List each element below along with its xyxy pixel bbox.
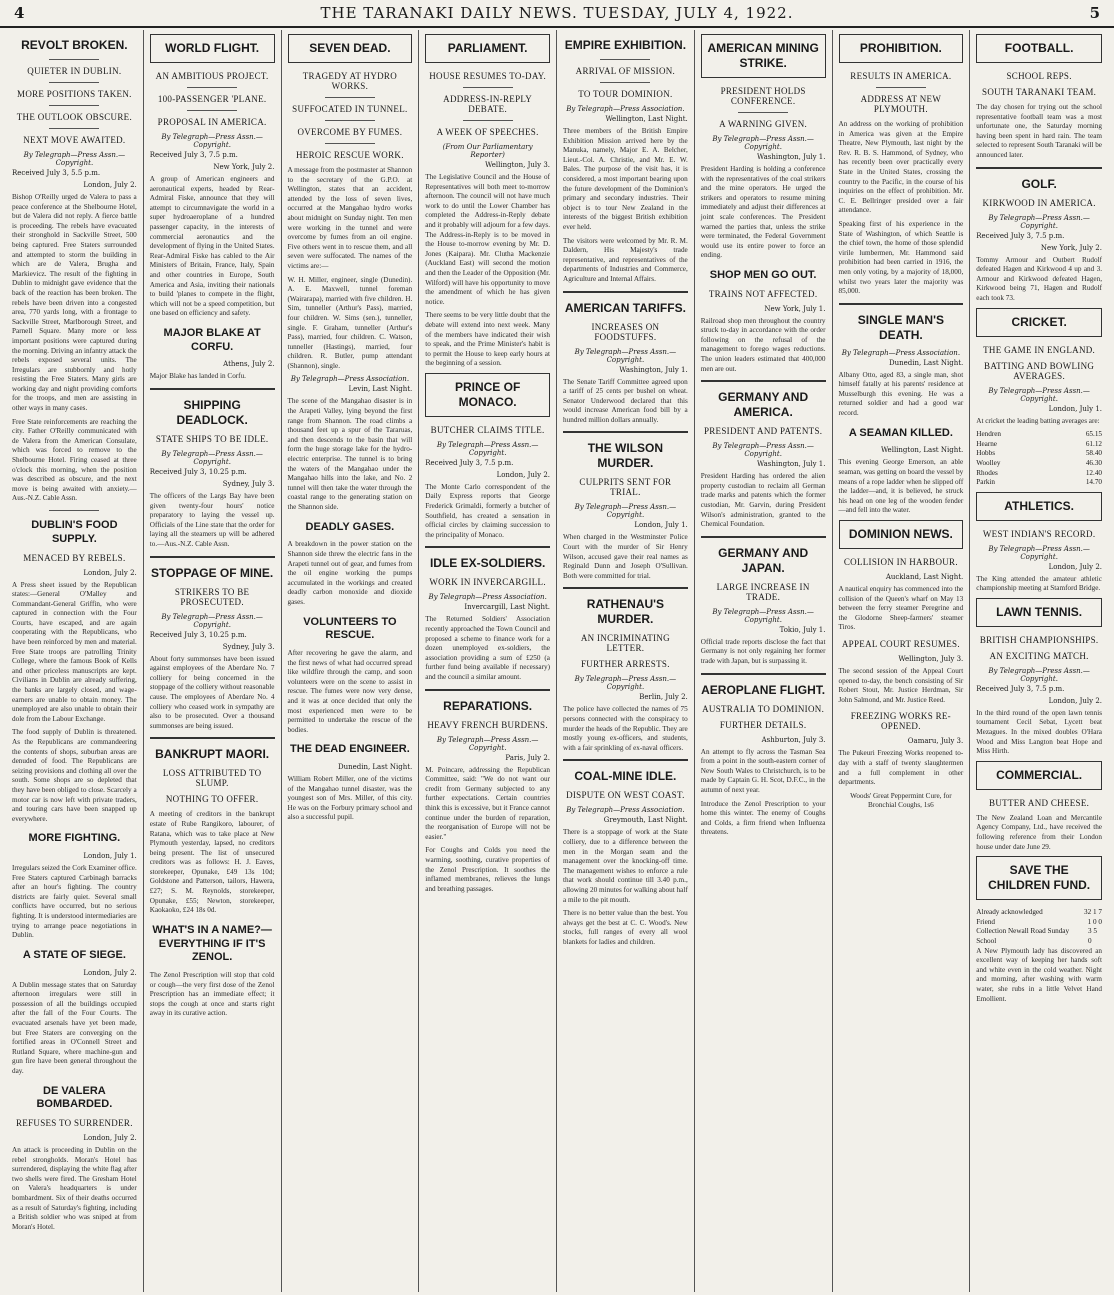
- byline: By Telegraph—Press Association.: [841, 348, 961, 357]
- article-body: Speaking first of his experience in the State of Washington, of which Seattle is the chief town, the home of those splendid virile lumbermen, Mr. Hammond said prohibition had been carried in 1916, the men only voting, by a majority of 18,000, whilst two years later the majority was 85,000.: [838, 219, 964, 296]
- headline-box: [150, 34, 275, 63]
- article-body: Railroad shop men throughout the country struck to-day in accordance with the order following on the refusal of the management to forego wages reductions. The union leaders estimated that 400,000 men are out.: [700, 316, 826, 373]
- subhead: FURTHER ARRESTS.: [580, 659, 670, 670]
- dateline: London, July 2.: [83, 568, 137, 577]
- article-body: The food supply of Dublin is threatened. As the Republicans are commandeering the contents of shops, suburban areas are denuded of food. The Republicans are seizing provisions and clothing all over the south. Some shops are so depleted that they have been obliged to close. Scarcely a motor car is now left with private traders, and touring cars have been snapped up everywhere.: [12, 728, 137, 823]
- article-body: When charged in the Westminster Police Court with the murder of Sir Henry Wilson, accused gave their real names as Reginald Dunn and Joseph O'Sullivan. Both were committed for trial.: [563, 533, 688, 580]
- dateline: Wellington, Last Night.: [605, 115, 688, 123]
- subhead: PRESIDENT HOLDS CONFERENCE.: [720, 86, 806, 106]
- headline: AEROPLANE FLIGHT.: [701, 682, 826, 697]
- headline-box: [976, 598, 1102, 627]
- subhead: THE GAME IN ENGLAND.: [983, 344, 1096, 355]
- article-body: The King attended the amateur athletic championship meeting at Stamford Bridge.: [976, 574, 1102, 593]
- byline: By Telegraph—Press Assn.—Copyright.: [161, 133, 263, 149]
- subhead: QUIETER IN DUBLIN.: [27, 66, 122, 76]
- subhead: AN EXCITING MATCH.: [989, 650, 1089, 661]
- headline: GERMANY AND AMERICA.: [718, 390, 809, 420]
- headline-box: [839, 520, 964, 549]
- headline: A STATE OF SIEGE.: [22, 948, 126, 961]
- headline: RATHENAU'S MURDER.: [586, 597, 665, 627]
- article-body: The police have collected the names of 75 persons connected with the conspiracy to murder the heads of the Republic. They are mostly young ex-officers, and students, with a fair sprinkling of ex-naval officers.: [563, 705, 688, 752]
- column-7: [833, 30, 971, 1292]
- article-body: Free State reinforcements are reaching the city. Father O'Reilly communicated with de Valera from the American Consulate, which was forced to remove to the Shelbourne Hotel. Firing ceased at three o'clock this morning, when the position was described as obscure, and the next move is being awaited with anxiety.—Aus.-N.Z. Cable Assn.: [12, 417, 137, 503]
- article-body: A breakdown in the power station on the Shannon side threw the electric fans in the Arapeti tunnel out of gear, and fumes from the oil engine working the pumps accumulated in the workings and created deadly carbon monoxide and dioxide gases.: [287, 540, 413, 606]
- headline-box: [425, 34, 550, 63]
- subhead: OVERCOME BY FUMES.: [297, 127, 403, 137]
- byline: By Telegraph—Press Assn.—Copyright.: [712, 135, 814, 151]
- dateline: Paris, July 2.: [505, 753, 550, 762]
- masthead: [0, 0, 1114, 28]
- subhead: A WEEK OF SPEECHES.: [436, 127, 539, 137]
- dateline: Wellington, July 3.: [485, 161, 550, 169]
- dateline: New York, July 2.: [1040, 243, 1102, 252]
- byline: By Telegraph—Press Association.: [566, 105, 685, 113]
- subhead: A WARNING GIVEN.: [719, 119, 808, 129]
- subhead: NEXT MOVE AWAITED.: [23, 135, 126, 145]
- headline-box: [425, 373, 550, 417]
- column-5: [557, 30, 695, 1292]
- article-body: A Dublin message states that on Saturday afternoon irregulars were still in possession of all the buildings occupied after the fall of the Four Courts. The evacuated arsenals have yet been made, but Free Staters are converging on the fortified areas in O'Connell Street and Rutland Square, where machine-gun and gun fire have been general throughout the day.: [12, 980, 137, 1075]
- headline-box: [839, 34, 964, 63]
- fund-row: Already acknowledged 32 1 7: [976, 908, 1102, 917]
- subhead: INCREASES ON FOODSTUFFS.: [591, 321, 660, 342]
- article-body: The Zenol Prescription will stop that cold or cough—the very first dose of the Zenol Prescription has an immediate effect; it stops the cough at once and starts right away in its curative action.: [149, 971, 275, 1018]
- received-line: Received July 3, 7.5 p.m.: [976, 231, 1065, 240]
- subhead: AN AMBITIOUS PROJECT.: [155, 71, 269, 81]
- article-body: President Harding has ordered the alien property custodian to reclaim all German trade marks and patents which the former custodian, Mr. Garvin, during President Wilson's administration, granted to the Chemical Foundation.: [700, 472, 826, 529]
- headline: MAJOR BLAKE AT CORFU.: [163, 326, 261, 353]
- headline-revolt-broken: REVOLT BROKEN.: [21, 38, 128, 52]
- headline-box: [976, 34, 1102, 63]
- subhead: HOUSE RESUMES TO-DAY.: [429, 71, 546, 81]
- byline: By Telegraph—Press Assn.—Copyright.: [161, 450, 263, 466]
- article-body: The Returned Soldiers' Association recently approached the Town Council and proposed a scheme to finance work for a dozen unemployed ex-soldiers, the association providing a sum of £250 (a further fund being available if necessary) and the council a similar amount.: [425, 615, 550, 681]
- dateline: Auckland, Last Night.: [885, 572, 964, 581]
- byline: By Telegraph—Press Assn.—Copyright.: [436, 440, 539, 457]
- article-body: President Harding is holding a conference with the representatives of the coal strikers and the mine operators. He urged the strikers and operators to resume mining immediately and adjust their differences at joint scale conferences. The President warned the parties that, unless the strike were terminated, the Federal Government would use its entire power to force an ending.: [700, 165, 826, 260]
- advertisement: Woods' Great Peppermint Cure, for Bronchial Coughs, 1s6: [850, 791, 952, 810]
- headline-save-the-children-fund: SAVE THE CHILDREN FUND.: [988, 863, 1091, 893]
- headline: SHOP MEN GO OUT.: [709, 268, 817, 281]
- subhead: 100-PASSENGER 'PLANE.: [157, 94, 267, 104]
- headline-football: FOOTBALL.: [1004, 41, 1074, 55]
- received-line: Received July 3, 10.25 p.m.: [149, 468, 247, 476]
- subhead: WEST INDIAN'S RECORD.: [982, 528, 1096, 539]
- article-body: The scene of the Mangahao disaster is in the Arapeti Valley, lying beyond the first range from Shannon. The road climbs a thousand feet up a spur of the Tararuas, and then descends to the basin that will form the huge storage lake for the hydro-electric enterprise. The tunnel is to bring the waters of the Mangahao under the Mangahao hills into the lake, and No. 2 tunnel will then take the water through the coastal range to the generating station on the Shannon side.: [287, 397, 413, 511]
- article-body: An attack is proceeding in Dublin on the rebel strongholds. Moran's Hotel has surrendered, displaying the white flag after two shells were fired. The Gresham Hotel on Valera's headquarters is under bombardment. Six of their deaths occurred as a result of Saturday's fighting, including a British soldier who was sniped at from Moran's Hotel.: [12, 1146, 137, 1231]
- headline: GOLF.: [1021, 176, 1057, 191]
- column-8: [970, 30, 1108, 1292]
- article-body: There seems to be very little doubt that the debate will extend into next week. Many of the members have indicated their wish to speak, and the Prime Minister's habit is to permit the House to keep early hours at the beginning of a session.: [425, 311, 550, 368]
- column-1: [6, 30, 144, 1292]
- headline-empire-exhibition: EMPIRE EXHIBITION.: [564, 38, 687, 52]
- subhead: SOUTH TARANAKI TEAM.: [982, 87, 1097, 97]
- column-6: [695, 30, 833, 1292]
- dateline: Tokio, July 1.: [779, 625, 826, 634]
- article-body: The visitors were welcomed by Mr. R. M. Daldern, His Majesty's trade representative, and representatives of the departments of Industries and Commerce, Agriculture and Internal Affairs.: [563, 236, 688, 283]
- headline-prince-of-monaco: PRINCE OF MONACO.: [454, 379, 521, 409]
- subhead: REFUSES TO SURRENDER.: [16, 1118, 133, 1129]
- dateline: Washington, July 1.: [757, 460, 826, 469]
- headline: IDLE EX-SOLDIERS.: [429, 556, 546, 571]
- headline-box: [976, 492, 1102, 521]
- subhead: HEROIC RESCUE WORK.: [295, 150, 404, 160]
- headline: AMERICAN TARIFFS.: [564, 300, 686, 315]
- article-body: The Pukeuri Freezing Works reopened to-day with a staff of twenty slaughtermen and a full complement in other departments.: [838, 749, 964, 787]
- article-body: An address on the working of prohibition in America was given at the Empire Theatre, New Plymouth, last night by the Rev. R. B. S. Hammond, of Sydney, who has recently been over practically every State in the United States, crossing the country to the Pacific, in the course of his inquiries on the effect of prohibition. Mr. C. E. Bellringer presided over a fair attendance.: [838, 120, 964, 215]
- subhead: CULPRITS SENT FOR TRIAL.: [579, 477, 672, 498]
- subhead: SUFFOCATED IN TUNNEL.: [292, 104, 408, 114]
- article-body: The New Zealand Loan and Mercantile Agency Company, Ltd., have received the following reference from their London house under date June 29.: [976, 813, 1102, 851]
- headline: REPARATIONS.: [443, 698, 533, 713]
- subhead: MORE POSITIONS TAKEN.: [17, 89, 132, 99]
- headline-prohibition: PROHIBITION.: [859, 41, 942, 55]
- article-body: About forty summonses have been issued against employees of the Aberdare No. 7 colliery for being concerned in the stoppage of the colliery without reasonable cause. The employees of Aberdare No. 4 colliery who ceased work in sympathy are also to be prosecuted. Over a thousand summonses are being issued.: [149, 654, 275, 730]
- headline: STOPPAGE OF MINE.: [151, 565, 274, 580]
- headline-seven-dead: SEVEN DEAD.: [309, 41, 391, 55]
- headline-american-mining-strike: AMERICAN MINING STRIKE.: [707, 41, 819, 70]
- dateline: Washington, July 1.: [757, 153, 826, 161]
- headline-cricket: CRICKET.: [1011, 314, 1067, 329]
- dateline: Sydney, July 3.: [222, 642, 275, 651]
- article-body: The day chosen for trying out the school representative football team was a most unfortunate one, the Saturday morning having been spent in hard rain. The team selected to represent South Taranaki will be announced later.: [976, 103, 1102, 159]
- subhead: PROPOSAL IN AMERICA.: [157, 117, 267, 127]
- dateline: London, July 1.: [634, 521, 688, 530]
- article-body: The Monte Carlo correspondent of the Daily Express reports that George Frederick Grimaldi, formerly a butcher of Southfield, has created a sensation in official circles by claiming succession to the principality of Monaco.: [425, 482, 550, 539]
- article-body: The officers of the Largs Bay have been given twenty-four hours' notice preparatory to laying the vessel up. Officials of the Line state that the order for laying all the steamers up will be adhered to.—Aus.-N.Z. Cable Assn.: [149, 492, 275, 548]
- dateline: Dunedin, Last Night.: [888, 358, 964, 367]
- article-body: M. Poincare, addressing the Republican Committee, said: "We do not want our credit from Germany subjected to any further expectations. Certain countries think this is excessive, but it France cannot continue under the burden of reparation, the reorganisation of Europe will not be easier.": [425, 765, 550, 841]
- article-body: The second session of the Appeal Court opened to-day, the bench consisting of Sir Robert Stout, Mr. Justice Herdman, Sir John Salmond, and Mr. Justice Reed.: [838, 666, 964, 704]
- subhead: FREEZING WORKS RE-OPENED.: [850, 711, 951, 732]
- subhead: LOSS ATTRIBUTED TO SLUMP.: [162, 768, 262, 789]
- subhead: NOTHING TO OFFER.: [165, 794, 259, 805]
- headline-box: [976, 308, 1102, 337]
- headline-world-flight: WORLD FLIGHT.: [165, 41, 260, 55]
- score-row: Rhodes 12.40: [976, 468, 1102, 477]
- batting-averages: [976, 430, 1102, 488]
- headline: A SEAMAN KILLED.: [848, 426, 953, 439]
- headline: WHAT'S IN A NAME?—EVERYTHING IF IT'S ZENOL.: [152, 923, 272, 964]
- dateline: New York, July 2.: [213, 163, 275, 171]
- advertisement: There is no better value than the best. You always get the best at C. C. Wood's. New stocks, full ranges of every all wool blankets for ladies and children.: [563, 909, 688, 946]
- article-body: This evening George Emerson, an able seaman, was getting on board the vessel by means of a rope ladder when he slipped off the ladder—and, it is believed, he struck his head on one leg of the wooden fender—and fell into the water.: [838, 458, 964, 515]
- subhead: STRIKERS TO BE PROSECUTED.: [174, 586, 250, 607]
- subhead: TO TOUR DOMINION.: [578, 89, 673, 99]
- column-4: [419, 30, 557, 1292]
- article-body: Official trade reports disclose the fact that Germany is not only regaining her former trade with Japan, but is surpassing it.: [700, 637, 826, 665]
- dateline: London, July 2.: [83, 968, 137, 977]
- headline-box: [976, 761, 1102, 790]
- received-line: Received July 3, 7.5 p.m.: [976, 684, 1065, 693]
- dateline: Washington, July 1.: [619, 365, 688, 374]
- byline: By Telegraph—Press Assn.—Copyright.: [988, 544, 1090, 561]
- article-body: An attempt to fly across the Tasman Sea from a point in the south-eastern corner of New South Wales to Christchurch, is to be made by Captain G. H. Scot, D.F.C., in the autumn of next year.: [700, 747, 826, 794]
- byline: By Telegraph—Press Association.: [428, 593, 547, 602]
- column-3: [282, 30, 420, 1292]
- subhead: BRITISH CHAMPIONSHIPS.: [979, 634, 1099, 645]
- dateline: Berlin, July 2.: [639, 693, 688, 702]
- headline: MORE FIGHTING.: [28, 832, 121, 845]
- subhead: THE OUTLOOK OBSCURE.: [16, 112, 132, 122]
- byline: By Telegraph—Press Assn.—Copyright.: [436, 735, 539, 752]
- byline: By Telegraph—Press Assn.—Copyright.: [574, 347, 677, 364]
- byline: By Telegraph—Press Association.: [566, 806, 685, 815]
- article-body: A message from the postmaster at Shannon to the secretary of the G.P.O. at Wellington, states that an accident, attended by the loss of seven lives, occurred at the Mangahao hydro works about midnight on Sunday night. Ten men were working in the tunnel and were overcome by fumes from an oil engine. Five others went in to rescue them, and all seven were suffocated. The names of the victims are:—: [287, 166, 413, 270]
- subhead: FURTHER DETAILS.: [719, 719, 807, 730]
- article-body: At cricket the leading batting averages are:: [976, 416, 1100, 425]
- headline-box: [288, 34, 413, 63]
- article-body: William Robert Miller, one of the victims of the Mangahao tunnel disaster, was the youngest son of Mrs. Miller, of this city. He was on the Forbury primary school and also a successful pupil.: [287, 775, 413, 822]
- score-row: Parkin 14.70: [976, 478, 1102, 487]
- article-body: Three members of the British Empire Exhibition Mission arrived here by the Manuka, namely, Major E. A. Belcher, Lieut.-Col. A. Christie, and Mr. E. W. Bales. The purpose of the visit has, it is considered, a most important bearing upon the future development of the Dominion's primary and secondary industries. Their object is to tour New Zealand in the interests of the biggest British exhibition ever held.: [563, 127, 688, 231]
- article-body: A Press sheet issued by the Republican states:—General O'Malley and Commandant-General Griffin, who were captured in connection with the Four Courts, have escaped, and are again cooperating with the Republicans, who have been reinforced by men and material. Free State troops are patrolling Trinity College, where the famous Book of Kells and other priceless manuscripts are kept. Civilians in Dublin are already suffering, the banks are largely closed, and wage-earners are unable to obtain money. The unemployed are also unable to obtain their dole from the Labour Exchange.: [12, 580, 137, 723]
- headline: SINGLE MAN'S DEATH.: [857, 312, 944, 342]
- subhead: PRESIDENT AND PATENTS.: [703, 426, 823, 437]
- headline-parliament: PARLIAMENT.: [447, 41, 528, 55]
- column-2: [144, 30, 282, 1292]
- dateline: Ashburton, July 3.: [761, 735, 826, 744]
- article-body: A meeting of creditors in the bankrupt estate of Rube Rangikoro, labourer, of Ratana, which was to take place at New Plymouth yesterday, lapsed, no creditors being present. The list of unsecured creditors was as follows: H. J. Eaves, storekeeper, Opunake, £49 13s 10d; Goldstone and Patterson, tailors, Hawera, £27; S. M. Reynolds, storekeeper, Opunake, £55; Newton, storekeeper, Kaokaoko, £24 18s 0d.: [149, 810, 275, 915]
- fund-row: Friend 1 0 0: [976, 917, 1102, 926]
- page-number-right: 5: [1089, 4, 1100, 22]
- subhead: ADDRESS-IN-REPLY DEBATE.: [443, 94, 533, 114]
- dateline: London, July 1.: [83, 852, 137, 861]
- headline-box: [701, 34, 826, 78]
- headline-box: [976, 856, 1102, 900]
- score-row: Hendren 65.15: [976, 430, 1102, 439]
- headline-commercial: COMMERCIAL.: [996, 767, 1083, 782]
- subhead: BATTING AND BOWLING AVERAGES.: [984, 360, 1095, 381]
- page-number-left: 4: [14, 4, 25, 22]
- dateline: Sydney, July 3.: [222, 480, 275, 488]
- victims-list: W. H. Miller, engineer, single (Dunedin). A. E. Maxwell, tunnel foreman (Wairarapa), married with five children. H. Sim, tunneller (Arthur's Pass), married, four children. W. Sims (sen.), tunneller, single. F. Graham, tunneller (Arthur's Pass), married, four children. C. Watson, tunneller (Hastings), married, four children. R. Butler, pump attendant (Shannon), single.: [287, 275, 413, 370]
- article-body: After recovering he gave the alarm, and the first news of what had occurred spread like wildfire through the camp, and soon volunteers were on the scene to assist in rescue. The fumes were now very dense, and it was at once decided that only the most experienced men were to be permitted to undertake the rescue of the bodies.: [287, 649, 413, 734]
- article-body: The Legislative Council and the House of Representatives will both meet to-morrow afternoon. The council will not have much work to do until the Lower Chamber has completed the Address-in-Reply debate and it probably will adjourn for a few days. The Address-in-Reply is to be moved in the House to-morrow evening by Mr. D. Jones (Kaipara). Mr. Clutha Mackenzie (Auckland East) will second the motion and then the Leader of the Opposition (Mr. Wilford) will have his opportunity to move the amendment of which he has given notice.: [425, 173, 550, 306]
- subhead: TRAINS NOT AFFECTED.: [708, 288, 818, 299]
- headline-dominion-news: DOMINION NEWS.: [848, 526, 953, 541]
- byline: By Telegraph—Press Assn.—Copyright.: [574, 503, 677, 520]
- masthead-title: THE TARANAKI DAILY NEWS. TUESDAY, JULY 4, 1922.: [320, 4, 794, 22]
- headline: THE WILSON MURDER.: [587, 441, 664, 471]
- headline-athletics: ATHLETICS.: [1004, 498, 1075, 513]
- article-body: Bishop O'Reilly urged de Valera to pass a peace conference at the Shelbourne Hotel, but de Valera did not reply. A fierce battle is proceeding. The rebels have evacuated their stronghold in Sackville Street, 500 being captured. Free Staters surrounded and attempted to storm the building in which are de Valera, Brugha and Markievicz. The result of the fighting in Dublin to midnight gave evidence that the back of the reaction has been broken. The rebels have been driven into a congested area, 770 yards long, with a frontage to Sackville Street, Marlborough Street, and Parnell Square. Many more or less important positions were captured during the morning. Driving an infantry attack the rebels exposed several units. The Irregulars are stubbornly and hotly resisting the Free Staters. Many girls are working day and night providing comforts for the troops, and men are assisting in other ways in many cases.: [12, 193, 137, 413]
- subhead: DISPUTE ON WEST COAST.: [566, 790, 685, 801]
- fund-row: Collection Newall Road Sunday School 3 5 0: [976, 927, 1097, 945]
- score-row: Woolley 46.30: [976, 458, 1102, 467]
- headline: VOLUNTEERS TO RESCUE.: [303, 615, 397, 642]
- byline: By Telegraph—Press Assn.—Copyright.: [988, 666, 1090, 683]
- byline: By Telegraph—Press Assn.—Copyright.: [161, 612, 263, 629]
- byline: By Telegraph—Press Association.: [290, 375, 410, 384]
- headline: DE VALERA BOMBARDED.: [36, 1084, 113, 1111]
- dateline: Oamaru, July 3.: [907, 737, 964, 746]
- byline: By Telegraph—Press Assn.—Copyright.: [23, 151, 126, 167]
- received-line: Received July 3, 7.5 p.m.: [149, 151, 238, 159]
- received-line: Received July 3, 5.5 p.m.: [12, 169, 101, 177]
- dateline: London, July 1.: [1048, 404, 1102, 413]
- dateline: London, July 2.: [83, 181, 137, 189]
- subhead: RESULTS IN AMERICA.: [850, 71, 952, 81]
- dateline: Greymouth, Last Night.: [603, 816, 688, 825]
- byline: By Telegraph—Press Assn.—Copyright.: [574, 675, 677, 692]
- subhead: COLLISION IN HARBOUR.: [843, 556, 958, 567]
- subhead: AUSTRALIA TO DOMINION.: [702, 703, 825, 714]
- score-row: Hobbs 58.40: [976, 449, 1102, 458]
- article-body: Irregulars seized the Cork Examiner office. Free Staters captured Carbinagh barracks after an hour's fighting. The country districts are fairly quiet. Several small conflicts have occurred, but no serious fighting. It is understood intermediaries are trying to arrange peace negotiations in Dublin.: [12, 864, 137, 940]
- dateline: Invercargill, Last Night.: [464, 603, 550, 612]
- article-body: Tommy Armour and Outbert Rudolf defeated Hagen and Kirkwood 4 up and 3. Armour and Kirkwood defeated Hagen, Kirkwood being 71, Hagen and Rudolf each took 73.: [976, 255, 1102, 302]
- article-body: In the third round of the open lawn tennis tournament Cecil Sebat, Lycett beat Mezagues. In the mixed doubles O'Hara Wood and Miss Langton beat Hope and Miss Hirth.: [976, 708, 1102, 756]
- headline: DEADLY GASES.: [305, 520, 395, 533]
- advertisement: Introduce the Zenol Prescription to your home this winter. The enemy of Coughs and Colds, a firm friend when Influenza threatens.: [700, 799, 826, 837]
- headline: THE DEAD ENGINEER.: [289, 743, 410, 756]
- dateline: Levin, Last Night.: [348, 385, 413, 394]
- subhead: BUTTER AND CHEESE.: [989, 797, 1090, 808]
- headline: SHIPPING DEADLOCK.: [176, 398, 248, 427]
- byline: By Telegraph—Press Assn.—Copyright.: [988, 213, 1090, 230]
- subhead: WORK IN INVERCARGILL.: [429, 577, 546, 588]
- received-line: Received July 3, 7.5 p.m.: [425, 458, 514, 467]
- headline: GERMANY AND JAPAN.: [718, 545, 809, 575]
- received-line: Received July 3, 10.25 p.m.: [149, 630, 247, 639]
- subhead: STATE SHIPS TO BE IDLE.: [155, 434, 269, 444]
- byline: By Telegraph—Press Assn.—Copyright.: [988, 386, 1090, 403]
- subhead: TRAGEDY AT HYDRO WORKS.: [302, 71, 398, 91]
- article-body: There is a stoppage of work at the State colliery, due to a difference between the men in the Morgan seam and the management over the knocking-off time. The management wishes to enforce a rule that work should continue till 3.40 p.m., allowing 20 minutes for walking about half a mile to the pit mouth.: [563, 828, 688, 904]
- subhead: MENACED BY REBELS.: [23, 552, 126, 563]
- headline-lawn-tennis: LAWN TENNIS.: [996, 604, 1083, 619]
- subhead: HEAVY FRENCH BURDENS.: [427, 719, 548, 730]
- headline: DUBLIN'S FOOD SUPPLY.: [31, 519, 118, 545]
- dateline: Dunedin, Last Night.: [337, 763, 413, 772]
- subhead: LARGE INCREASE IN TRADE.: [716, 581, 810, 602]
- byline: By Telegraph—Press Assn.—Copyright.: [712, 607, 814, 624]
- score-row: Hearne 61.12: [976, 439, 1102, 448]
- subhead: AN INCRIMINATING LETTER.: [580, 633, 670, 654]
- article-body: A group of American engineers and aeronautical experts, headed by Rear-Admiral Fiske, announce that they will attempt to circumnavigate the world in a super hydroaeroplane of a hundred passenger capacity, in the interests of commercial aeronautics and the development of flying in the United States. Rear-Admiral Fiske has cabled to the Air Ministers of Britain, France, Italy, Spain and other countries in Europe, South America and Asia, inviting their nationals to build 'planes to compete in the flight, which will not be a speed competition, but one based on efficiency and safety.: [149, 175, 275, 318]
- headline: COAL-MINE IDLE.: [574, 769, 677, 784]
- advertisement: A New Plymouth lady has discovered an excellent way of keeping her hands soft and white even in the cold weather. Night and morning, after washing with warm water, she rubs in a little Velvet Hand Emollient.: [976, 946, 1102, 1003]
- dateline: London, July 2.: [1048, 696, 1102, 705]
- byline: By Telegraph—Press Assn.—Copyright.: [712, 442, 814, 459]
- subhead: ARRIVAL OF MISSION.: [575, 66, 676, 76]
- article-body: The Senate Tariff Committee agreed upon a tariff of 25 cents per bushel on wheat. Senator Underwood declared that this would increase American food bill by a hundred million dollars annually.: [563, 377, 688, 424]
- subhead: BUTCHER CLAIMS TITLE.: [430, 424, 545, 435]
- dateline: Athens, July 2.: [223, 360, 275, 369]
- article-body: Major Blake has landed in Corfu.: [149, 372, 246, 381]
- article-body: A nautical enquiry has commenced into the collision of the Queen's wharf on May 13 between the ferry steamer Peregrine and the Glodorne Sheep-farmers' steamer Tiros.: [838, 584, 964, 632]
- fund-list: [976, 908, 1102, 946]
- subhead: ADDRESS AT NEW PLYMOUTH.: [860, 94, 942, 114]
- dateline: Wellington, July 3.: [898, 654, 964, 663]
- headline: BANKRUPT MAORI.: [155, 747, 270, 762]
- article-body: Albany Otto, aged 83, a single man, shot himself fatally at his parents' residence at Musselburgh this evening. He was a returned soldier and had a good war record.: [838, 370, 964, 418]
- byline: (From Our Parliamentary Reporter): [442, 143, 533, 159]
- advertisement: For Coughs and Colds you need the warming, soothing, curative properties of the Zenol Prescription. It soothes the inflamed membranes, relieves the lungs and breathing passages.: [425, 846, 550, 893]
- columns: [6, 30, 1108, 1292]
- dateline: London, July 2.: [1048, 562, 1102, 571]
- subhead: SCHOOL REPS.: [1006, 71, 1072, 81]
- dateline: Wellington, Last Night.: [880, 446, 964, 455]
- dateline: New York, July 1.: [764, 304, 826, 313]
- subhead: KIRKWOOD IN AMERICA.: [982, 197, 1096, 208]
- dateline: London, July 2.: [496, 470, 550, 479]
- subhead: APPEAL COURT RESUMES.: [841, 638, 960, 649]
- dateline: London, July 2.: [83, 1134, 137, 1143]
